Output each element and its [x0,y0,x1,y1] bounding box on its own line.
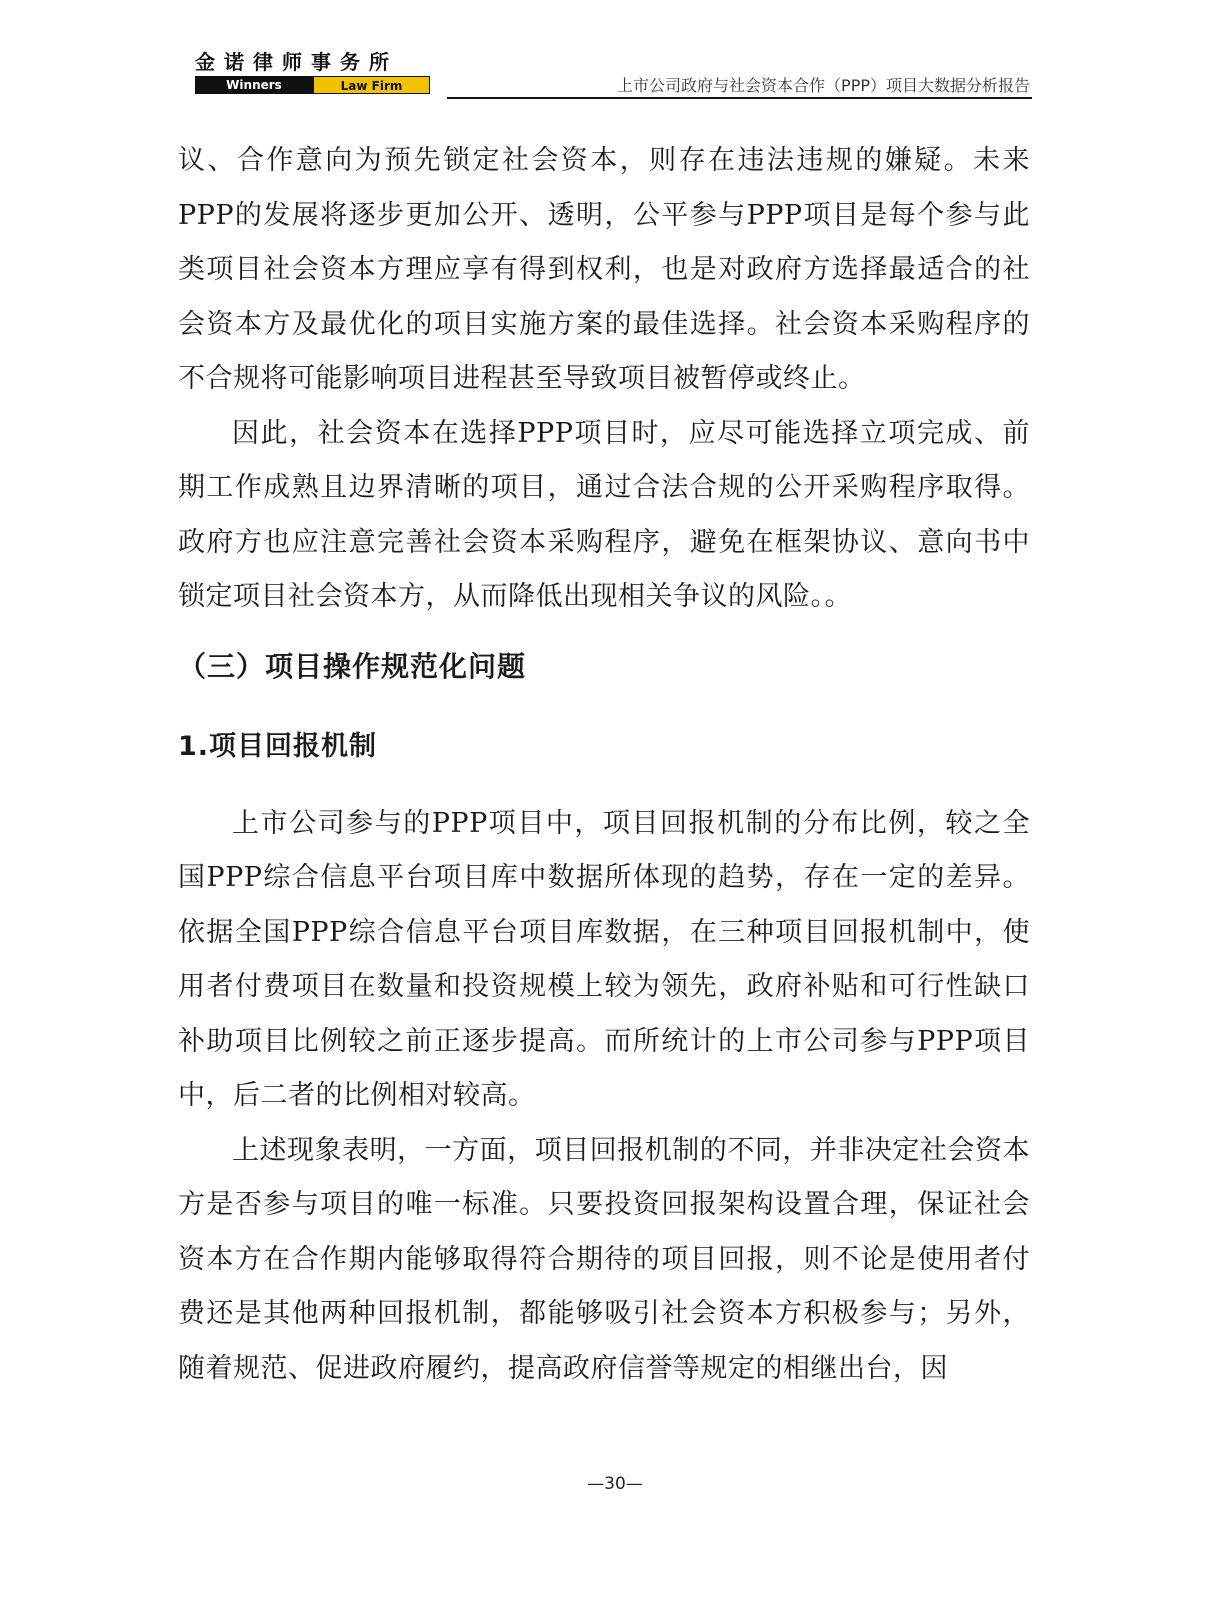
header-divider [447,97,1032,99]
logo-english-right: Law Firm [313,76,430,94]
paragraph-4: 上述现象表明，一方面，项目回报机制的不同，并非决定社会资本方是否参与项目的唯一标准。只要投资回报架构设置合理，保证社会资本方在合作期内能够取得符合期待的项目回报，则不论是使用者付费还是其他两种回报机制，都能够吸引社会资本方积极参与；另外，随着规范、促进政府履约，提高政府信誉等规定的相继出台，因 [178,1134,1030,1384]
page-body [178,134,1030,1396]
paragraph-2: 因此，社会资本在选择PPP项目时，应尽可能选择立项完成、前期工作成熟且边界清晰的项目，通过合法合规的公开采购程序取得。政府方也应注意完善社会资本采购程序，避免在框架协议、意向书中锁定项目社会资本方，从而降低出现相关争议的风险。。 [178,417,1030,612]
logo-english-left: Winners [195,76,313,94]
page-number: —30— [587,1474,643,1494]
subsection-heading: 1.项目回报机制 [178,730,378,762]
paragraph-1: 议、合作意向为预先锁定社会资本，则存在违法违规的嫌疑。未来PPP的发展将逐步更加公开、透明，公平参与PPP项目是每个参与此类项目社会资本方理应享有得到权利，也是对政府方选择最适合的社会资本方及最优化的项目实施方案的最佳选择。社会资本采购程序的不合规将可能影响项目进程甚至导致项目被暂停或终止。 [178,145,1030,394]
logo-english-bar [195,76,430,94]
logo-chinese-name: 金诺律师事务所 [195,50,398,74]
page-header [0,0,1230,105]
paragraph-3: 上市公司参与的PPP项目中，项目回报机制的分布比例，较之全国PPP综合信息平台项目库中数据所体现的趋势，存在一定的差异。依据全国PPP综合信息平台项目库数据，在三种项目回报机制中，使用者付费项目在数量和投资规模上较为领先，政府补贴和可行性缺口补助项目比例较之前正逐步提高。而所统计的上市公司参与PPP项目中，后二者的比例相对较高。 [178,807,1030,1111]
firm-logo [195,50,430,94]
report-title: 上市公司政府与社会资本合作（PPP）项目大数据分析报告 [617,76,1030,95]
section-heading: （三）项目操作规范化问题 [178,649,527,683]
